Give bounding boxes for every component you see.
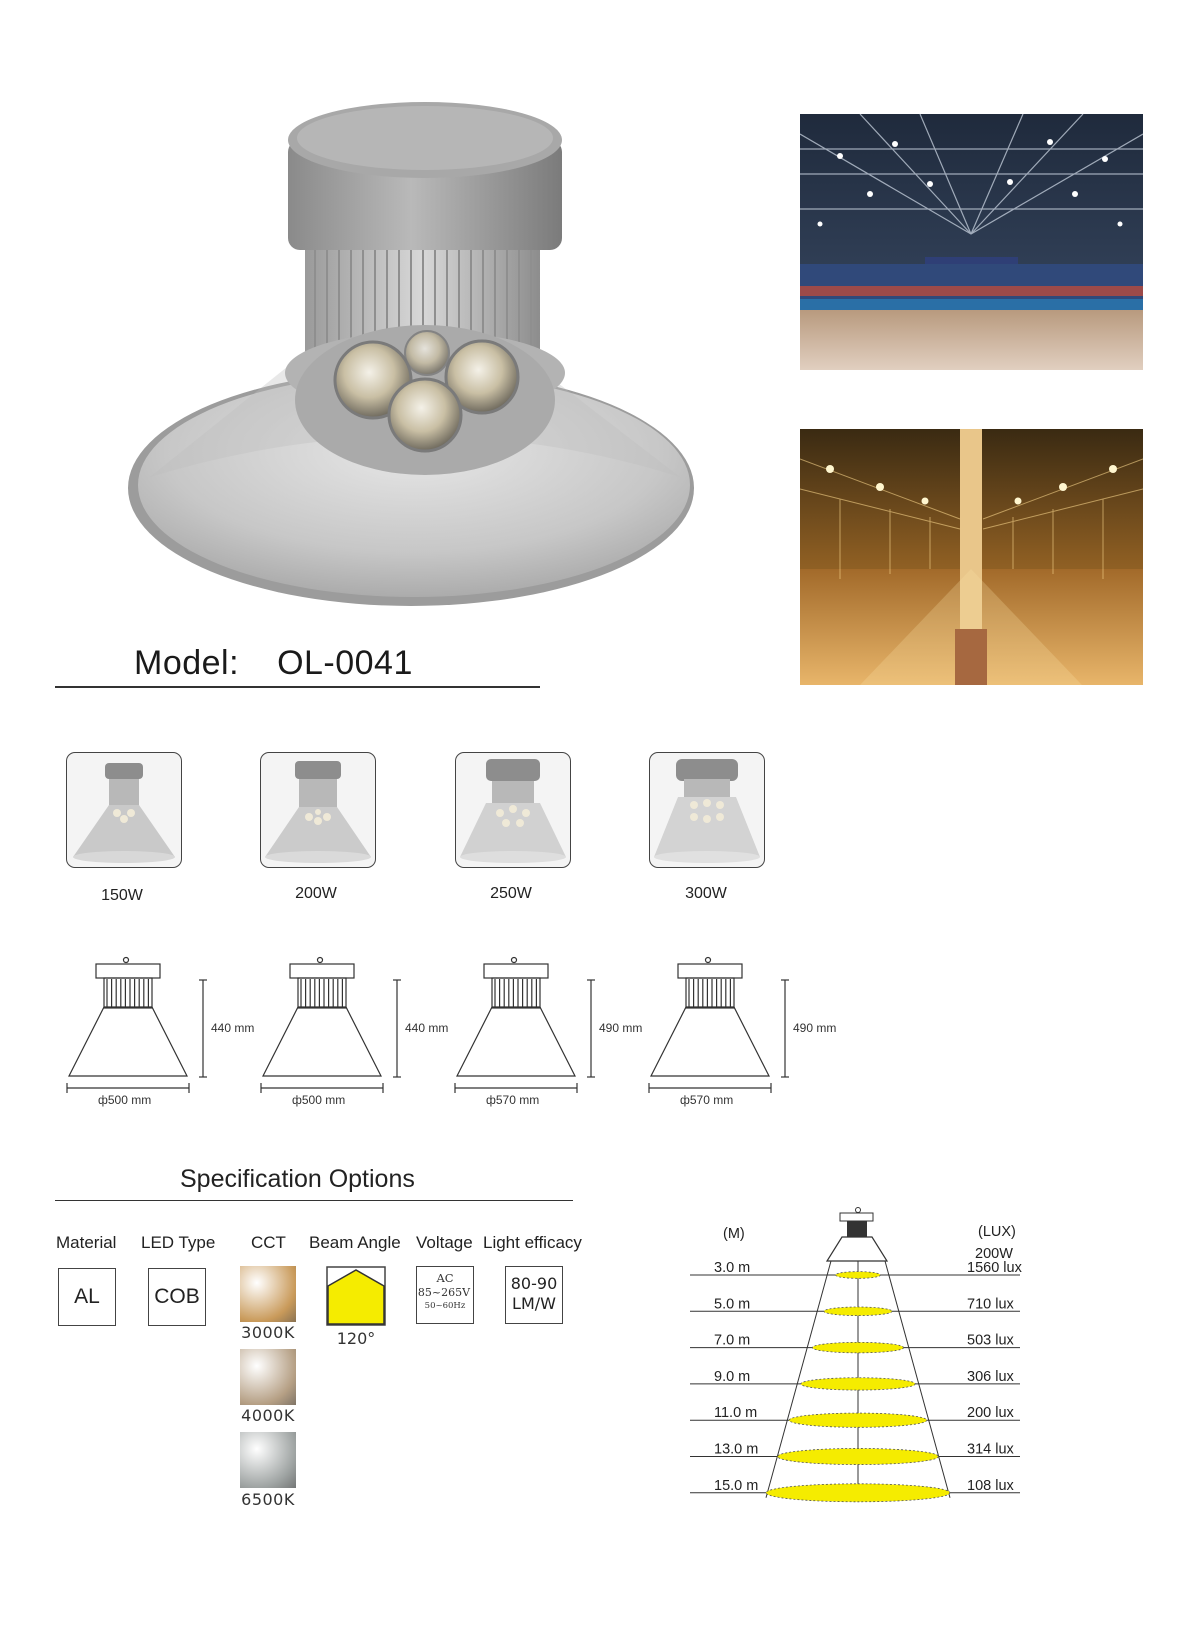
variant-300w-thumbnail <box>649 752 765 868</box>
cct-3000k-swatch <box>240 1266 296 1322</box>
variant-300w-label: 300W <box>685 885 727 902</box>
led-type-header: LED Type <box>141 1233 216 1252</box>
model-label: Model: <box>134 644 240 682</box>
beam-angle-value: 120° <box>336 1329 376 1348</box>
variant-250w-thumbnail <box>455 752 571 868</box>
cct-4000k-label: 4000K <box>241 1406 295 1425</box>
material-header: Material <box>56 1233 117 1252</box>
efficacy-box <box>505 1266 563 1324</box>
cct-6500k-swatch <box>240 1432 296 1488</box>
dimension-diameter-1: ф500 mm <box>98 1093 152 1107</box>
cct-6500k-label: 6500K <box>241 1490 295 1509</box>
variant-150w-label: 150W <box>101 887 143 904</box>
lux-left-header: (M) <box>723 1226 745 1242</box>
lux-distance-label: 7.0 m <box>714 1332 751 1349</box>
efficacy-line2: LM/W <box>512 1294 556 1313</box>
dimension-diameter-4: ф570 mm <box>680 1093 734 1107</box>
beam-angle-icon <box>326 1266 386 1326</box>
lux-beam-spot <box>778 1448 939 1464</box>
lux-distance-label: 15.0 m <box>714 1477 759 1494</box>
lux-value-label: 306 lux <box>967 1368 1014 1385</box>
dimension-diameter-2: ф500 mm <box>292 1093 346 1107</box>
voltage-line2: 85~265V <box>417 1286 471 1299</box>
dimension-height-2: 440 mm <box>405 1021 449 1035</box>
voltage-line3: 50~60Hz <box>424 1301 466 1311</box>
lux-distance-label: 5.0 m <box>714 1296 751 1313</box>
lux-beam-spot <box>766 1484 950 1502</box>
led-type-box: COB <box>148 1268 206 1326</box>
lux-distance-label: 3.0 m <box>714 1260 751 1276</box>
dimension-drawing-2 <box>261 958 401 1094</box>
dimension-drawing-4 <box>649 958 789 1094</box>
beam-angle-header: Beam Angle <box>309 1233 401 1252</box>
lux-value-label: 503 lux <box>967 1332 1014 1349</box>
lux-right-header: (LUX) <box>978 1224 1016 1240</box>
dimension-drawing-1 <box>67 958 207 1094</box>
voltage-line1: AC <box>436 1271 454 1285</box>
lux-value-label: 1560 lux <box>967 1260 1022 1276</box>
lux-value-label: 710 lux <box>967 1296 1014 1313</box>
voltage-header: Voltage <box>416 1233 473 1252</box>
lux-beam-spot <box>812 1342 903 1352</box>
model-heading <box>134 644 413 683</box>
lux-value-label: 314 lux <box>967 1441 1014 1458</box>
lux-power: 200W <box>975 1246 1013 1262</box>
high-bay-lamp-image <box>120 95 700 615</box>
lux-beam-spot <box>801 1378 915 1390</box>
variant-200w-thumbnail <box>260 752 376 868</box>
dimension-drawings <box>55 955 855 1115</box>
variant-250w-label: 250W <box>490 885 532 902</box>
variant-200w-label: 200W <box>295 885 337 902</box>
dimension-height-3: 490 mm <box>599 1021 643 1035</box>
lux-distance-label: 13.0 m <box>714 1441 759 1458</box>
warehouse-hall-photo <box>800 429 1143 685</box>
spec-underline <box>55 1200 573 1201</box>
efficacy-line1: 80-90 <box>510 1274 558 1293</box>
lux-value-label: 200 lux <box>967 1405 1014 1422</box>
dimension-diameter-3: ф570 mm <box>486 1093 540 1107</box>
lamp-icon <box>827 1208 887 1262</box>
cct-4000k-swatch <box>240 1349 296 1405</box>
lux-beam-spot <box>824 1307 892 1316</box>
model-underline <box>55 686 540 688</box>
voltage-box <box>416 1266 474 1324</box>
dimension-height-4: 490 mm <box>793 1021 837 1035</box>
lux-beam-spot <box>789 1413 927 1427</box>
dimension-drawing-3 <box>455 958 595 1094</box>
lux-distance-label: 11.0 m <box>714 1405 758 1422</box>
cct-3000k-label: 3000K <box>241 1323 295 1342</box>
dimension-height-1: 440 mm <box>211 1021 255 1035</box>
lux-distance-label: 9.0 m <box>714 1368 751 1385</box>
lux-distribution-diagram <box>690 1205 1060 1515</box>
variant-150w-thumbnail <box>66 752 182 868</box>
spec-title: Specification Options <box>180 1165 415 1193</box>
efficacy-header: Light efficacy <box>483 1233 582 1252</box>
sports-arena-photo <box>800 114 1143 370</box>
model-code: OL-0041 <box>277 644 413 682</box>
lux-beam-spot <box>836 1272 881 1279</box>
lux-value-label: 108 lux <box>967 1477 1014 1494</box>
material-box: AL <box>58 1268 116 1326</box>
cct-header: CCT <box>251 1233 286 1252</box>
